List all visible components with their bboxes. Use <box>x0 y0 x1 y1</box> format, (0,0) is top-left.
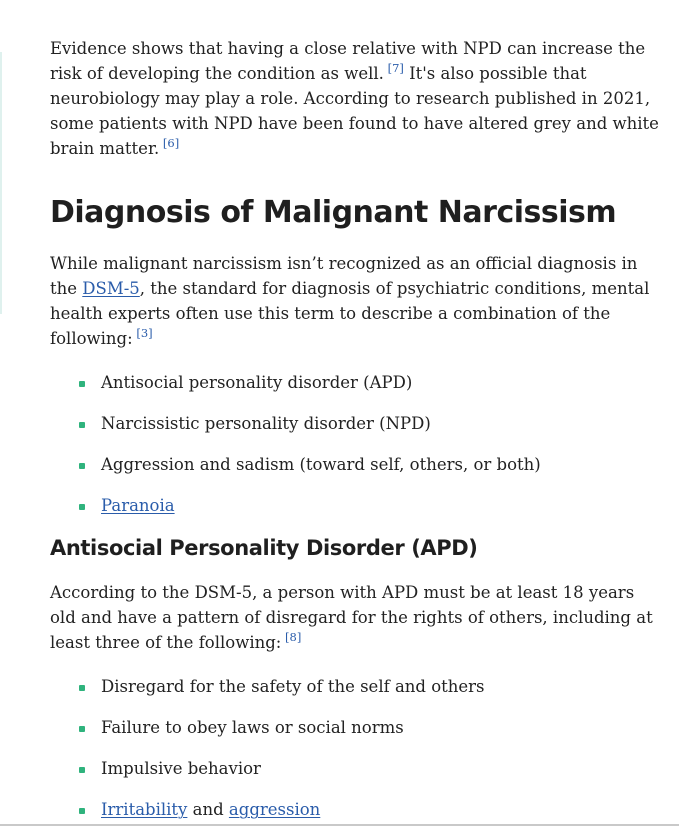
citation-3[interactable]: [3] <box>136 325 153 340</box>
dsm5-link[interactable]: DSM-5 <box>82 279 140 298</box>
paranoia-link[interactable]: Paranoia <box>101 496 175 515</box>
list-item: Antisocial personality disorder (APD) <box>50 370 660 395</box>
list-item <box>50 493 660 518</box>
diagnosis-text-1: While malignant narcissism isn’t recognized as an official diagnosis in the <box>50 254 638 298</box>
list-item: Disregard for the safety of the self and others <box>50 674 660 699</box>
and-text: and <box>187 800 229 819</box>
left-accent-bar <box>0 52 2 314</box>
aggression-link[interactable]: aggression <box>228 800 321 819</box>
apd-paragraph <box>50 580 660 655</box>
apd-list <box>50 674 660 822</box>
list-item: Impulsive behavior <box>50 756 660 781</box>
intro-paragraph <box>50 36 660 161</box>
list-item: Aggression and sadism (toward self, others, or both) <box>50 452 660 477</box>
apd-heading: Antisocial Personality Disorder (APD) <box>50 536 478 560</box>
citation-7[interactable]: [7] <box>387 60 404 75</box>
bullet-icon <box>79 504 85 510</box>
bullet-icon <box>79 463 85 469</box>
bullet-icon <box>79 685 85 691</box>
diagnosis-list <box>50 370 660 518</box>
citation-6[interactable]: [6] <box>162 135 180 150</box>
list-item: Narcissistic personality disorder (NPD) <box>50 411 660 436</box>
apd-text: According to the DSM-5, a person with APD must be at least 18 years old and have a pattern of disregard for the rights of others, including at least three of the following: <box>50 583 653 652</box>
diagnosis-heading: Diagnosis of Malignant Narcissism <box>50 195 617 230</box>
citation-8[interactable]: [8] <box>285 629 302 644</box>
list-item <box>50 797 660 822</box>
bullet-icon <box>79 381 85 387</box>
list-item: Failure to obey laws or social norms <box>50 715 660 740</box>
intro-text-1: Evidence shows that having a close relative with NPD can increase the risk of developing the condition as well. <box>50 39 646 83</box>
intro-text-2: It's also possible that neurobiology may play a role. According to research published in 2021, some patients with NPD have been found to have altered grey and white brain matter. <box>50 64 659 158</box>
diagnosis-paragraph <box>50 251 660 351</box>
bullet-icon <box>79 726 85 732</box>
diagnosis-text-2: , the standard for diagnosis of psychiatric conditions, mental health experts often use this term to describe a combination of the following: <box>50 279 650 348</box>
bullet-icon <box>79 767 85 773</box>
article-body <box>50 36 660 838</box>
irritability-link[interactable]: Irritability <box>101 800 188 819</box>
bullet-icon <box>79 422 85 428</box>
bullet-icon <box>79 808 85 814</box>
